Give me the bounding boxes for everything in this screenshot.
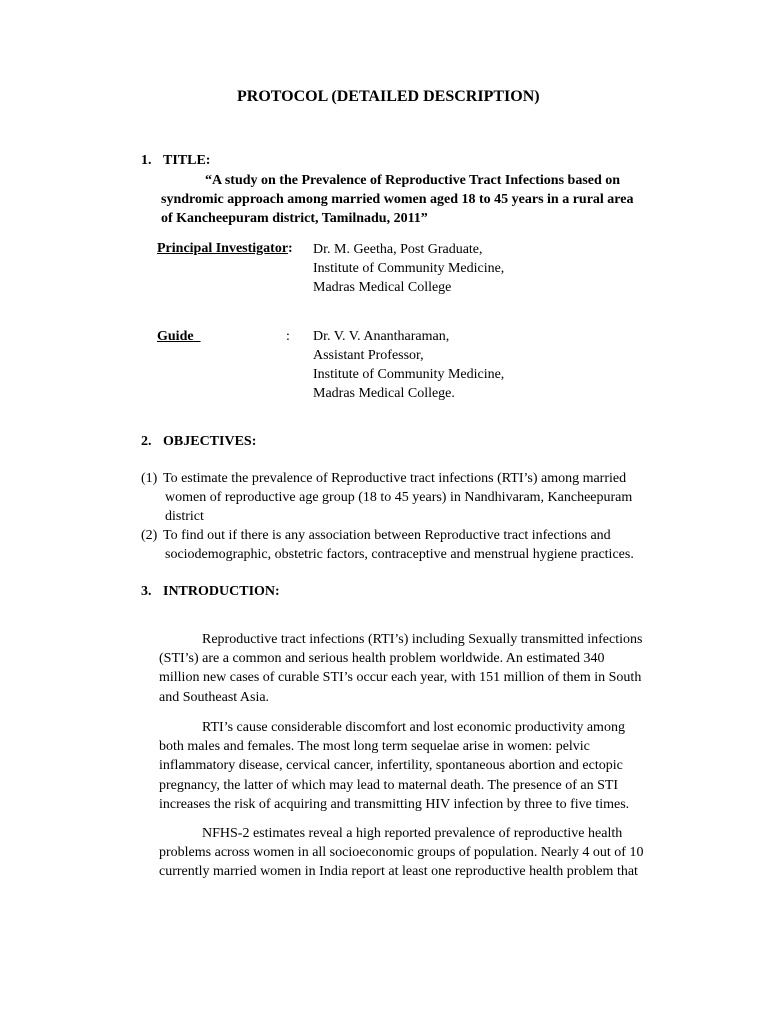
intro-line: and Southeast Asia.	[159, 689, 270, 705]
intro-line: pregnancy, the latter of which may lead to maternal death. The presence of an STI	[159, 777, 619, 793]
intro-line: Reproductive tract infections (RTI’s) including Sexually transmitted infections	[202, 632, 643, 647]
section-number-title: 1.	[141, 153, 152, 168]
principal-investigator-details	[313, 240, 504, 297]
principal-investigator-colon: :	[288, 241, 293, 256]
objective-marker: (2)	[141, 528, 158, 543]
study-title-line: syndromic approach among married women aged 18 to 45 years in a rural area	[161, 192, 634, 207]
intro-line: NFHS-2 estimates reveal a high reported prevalence of reproductive health	[202, 826, 623, 841]
guide-line: Institute of Community Medicine,	[313, 367, 505, 382]
intro-line: currently married women in India report at least one reproductive health problem that	[159, 864, 638, 880]
principal-investigator-line: Dr. M. Geetha, Post Graduate,	[313, 242, 483, 257]
intro-paragraph	[159, 718, 629, 814]
intro-line: (STI’s) are a common and serious health problem worldwide. An estimated 340	[159, 651, 605, 667]
intro-paragraph	[159, 824, 643, 882]
guide-line: Assistant Professor,	[313, 348, 424, 363]
guide-line: Madras Medical College.	[313, 386, 455, 401]
section-label-introduction: INTRODUCTION:	[163, 584, 280, 599]
guide-colon: :	[286, 329, 290, 344]
study-title-line: “A study on the Prevalence of Reproductive Tract Infections based on	[205, 173, 621, 188]
objective-line: sociodemographic, obstetric factors, contraceptive and menstrual hygiene practices.	[165, 547, 634, 562]
objective-marker: (1)	[141, 471, 158, 486]
section-label-title: TITLE:	[163, 153, 211, 168]
section-number-objectives: 2.	[141, 434, 152, 449]
objective-item	[163, 526, 634, 564]
guide-line: Dr. V. V. Anantharaman,	[313, 329, 450, 344]
intro-line: million new cases of curable STI’s occur each year, with 151 million of them in South	[159, 670, 642, 686]
objective-line: To find out if there is any association between Reproductive tract infections and	[163, 528, 611, 543]
intro-line: inflammatory disease, cervical cancer, infertility, spontaneous abortion and ectopic	[159, 758, 623, 774]
intro-paragraph	[159, 630, 642, 707]
principal-investigator-line: Institute of Community Medicine,	[313, 261, 505, 276]
study-title-line: of Kancheepuram district, Tamilnadu, 2011”	[161, 211, 428, 226]
objective-line: district	[165, 509, 204, 524]
intro-line: both males and females. The most long term sequelae arise in women: pelvic	[159, 739, 590, 755]
intro-line: problems across women in all socioeconomic groups of population. Nearly 4 out of 10	[159, 845, 644, 861]
objective-line: women of reproductive age group (18 to 45 years) in Nandhivaram, Kancheepuram	[165, 490, 633, 505]
guide-label: Guide	[157, 329, 194, 344]
intro-line: increases the risk of acquiring and transmitting HIV infection by three to five times.	[159, 796, 630, 812]
guide-details	[313, 327, 504, 403]
page-title: PROTOCOL (DETAILED DESCRIPTION)	[237, 88, 540, 105]
objective-line: To estimate the prevalence of Reproductive tract infections (RTI’s) among married	[163, 471, 627, 486]
section-number-introduction: 3.	[141, 584, 152, 599]
principal-investigator-row	[157, 239, 293, 258]
intro-line: RTI’s cause considerable discomfort and lost economic productivity among	[202, 720, 625, 735]
section-label-objectives: OBJECTIVES:	[163, 434, 257, 449]
principal-investigator-label: Principal Investigator	[157, 241, 289, 256]
objective-item	[163, 469, 632, 526]
principal-investigator-line: Madras Medical College	[313, 280, 452, 295]
